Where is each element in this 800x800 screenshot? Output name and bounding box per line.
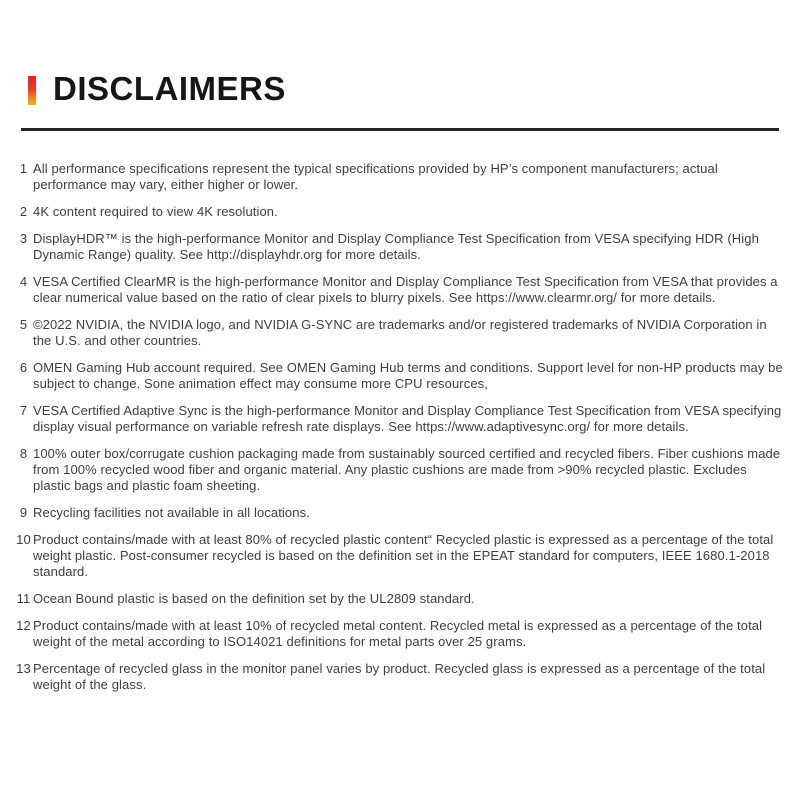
disclaimer-text: 100% outer box/corrugate cushion packaging made from sustainably sourced certified and recycled fibers. Fiber cushions made from 100% recycled wood fiber and organic material. Any plastic cushions are made from >90% recycled plastic. Excludes plastic bags and plastic foam sheeting. xyxy=(33,446,781,493)
disclaimer-number: 11 xyxy=(16,591,31,606)
page-title: DISCLAIMERS xyxy=(53,70,286,107)
disclaimer-item xyxy=(14,505,788,521)
disclaimer-text: VESA Certified Adaptive Sync is the high-performance Monitor and Display Compliance Test Specification from VESA specifying display visual performance on variable refresh rate displays. See https://www.adaptivesync.org/ for more details. xyxy=(33,403,782,434)
disclaimer-number: 6 xyxy=(19,360,28,375)
disclaimer-number: 7 xyxy=(19,403,28,418)
disclaimer-text: 4K content required to view 4K resolution. xyxy=(33,204,278,219)
disclaimer-list xyxy=(14,161,788,704)
disclaimer-number: 8 xyxy=(19,446,28,461)
disclaimer-item xyxy=(14,446,788,494)
disclaimer-text: ©2022 NVIDIA, the NVIDIA logo, and NVIDIA G-SYNC are trademarks and/or registered trademarks of NVIDIA Corporation in the U.S. and other countries. xyxy=(33,317,767,348)
disclaimer-item xyxy=(14,661,788,693)
disclaimer-number: 4 xyxy=(19,274,28,289)
disclaimer-text: VESA Certified ClearMR is the high-performance Monitor and Display Compliance Test Specification from VESA that provides a clear numerical value based on the ratio of clear pixels to blurry pixels. See https://www.clearmr.org/ for more details. xyxy=(33,274,778,305)
disclaimer-item xyxy=(14,317,788,349)
disclaimer-text: DisplayHDR™ is the high-performance Monitor and Display Compliance Test Specification from VESA specifying HDR (High Dynamic Range) quality. See http://displayhdr.org for more details. xyxy=(33,231,759,262)
disclaimer-number: 13 xyxy=(16,661,31,676)
disclaimer-text: All performance specifications represent the typical specifications provided by HP’s component manufacturers; actual performance may vary, either higher or lower. xyxy=(33,161,718,192)
disclaimer-item xyxy=(14,618,788,650)
disclaimer-item xyxy=(14,231,788,263)
disclaimer-number: 10 xyxy=(16,532,31,547)
disclaimer-item xyxy=(14,532,788,580)
disclaimer-number: 9 xyxy=(19,505,28,520)
title-divider xyxy=(21,128,779,131)
disclaimer-text: Product contains/made with at least 80% of recycled plastic content“ Recycled plastic is expressed as a percentage of the total weight plastic. Post-consumer recycled is based on the definition set in the EPEAT standard for computers, IEEE 1680.1-2018 standard. xyxy=(33,532,774,579)
disclaimer-text: Ocean Bound plastic is based on the definition set by the UL2809 standard. xyxy=(33,591,475,606)
disclaimer-item xyxy=(14,591,788,607)
disclaimer-text: Recycling facilities not available in all locations. xyxy=(33,505,310,520)
disclaimer-number: 3 xyxy=(19,231,28,246)
disclaimer-text: OMEN Gaming Hub account required. See OMEN Gaming Hub terms and conditions. Support level for non-HP products may be subject to change. Sone animation effect may consume more CPU resources, xyxy=(33,360,783,391)
disclaimer-text: Product contains/made with at least 10% of recycled metal content. Recycled metal is expressed as a percentage of the total weight of the metal according to ISO14021 definitions for metal parts over 25 grams. xyxy=(33,618,763,649)
disclaimer-number: 12 xyxy=(16,618,31,633)
disclaimer-item xyxy=(14,274,788,306)
disclaimer-item xyxy=(14,204,788,220)
disclaimer-text: Percentage of recycled glass in the monitor panel varies by product. Recycled glass is expressed as a percentage of the total weight of the glass. xyxy=(33,661,766,692)
title-accent-bar-icon xyxy=(28,76,36,105)
page-header xyxy=(28,71,286,107)
disclaimer-item xyxy=(14,403,788,435)
disclaimer-item xyxy=(14,360,788,392)
disclaimer-number: 1 xyxy=(19,161,28,176)
disclaimer-number: 5 xyxy=(19,317,28,332)
disclaimer-number: 2 xyxy=(19,204,28,219)
disclaimer-item xyxy=(14,161,788,193)
